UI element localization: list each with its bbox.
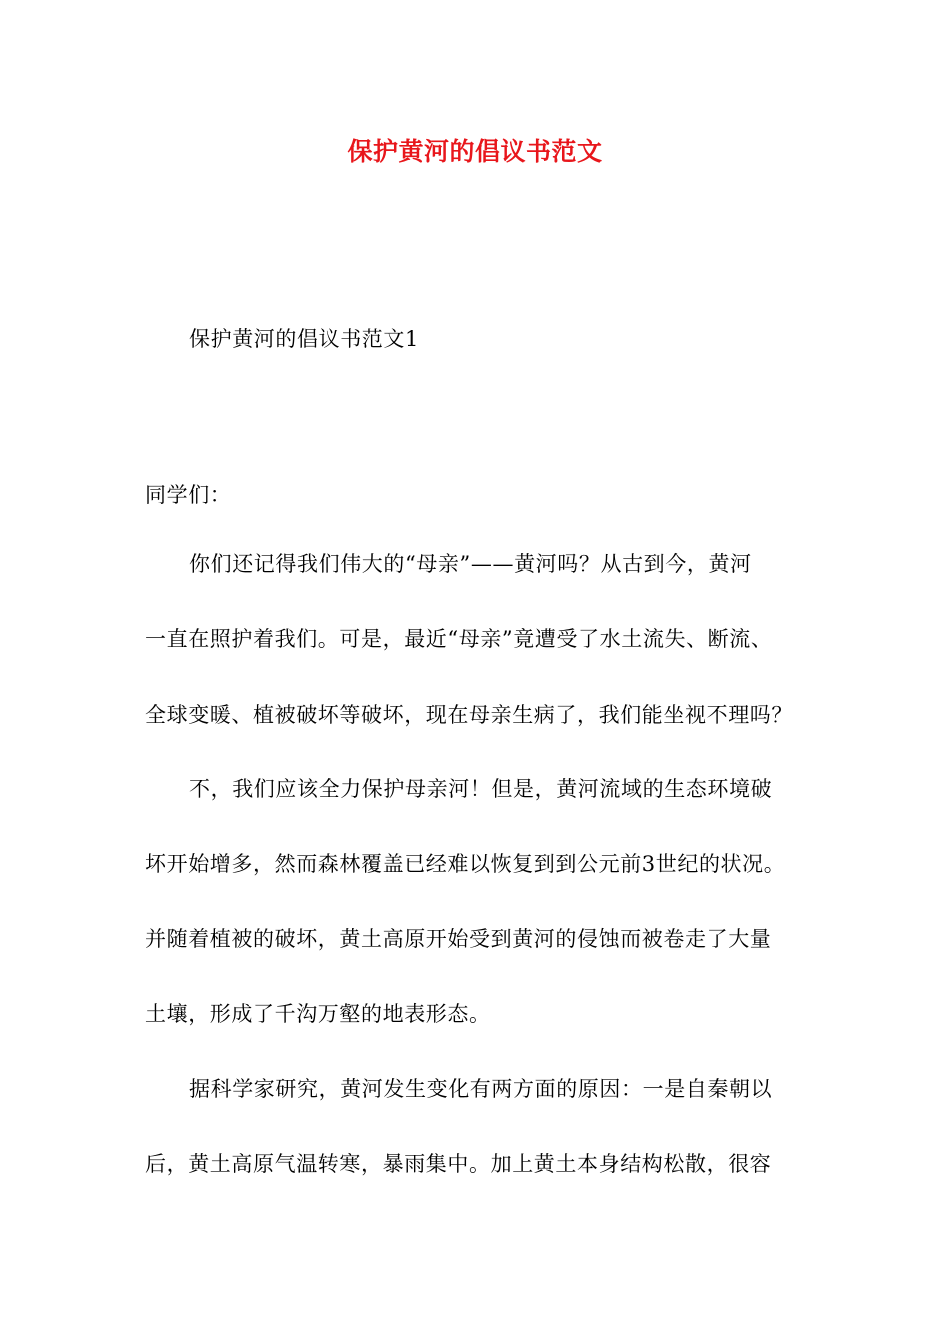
document-title: 保护黄河的倡议书范文 [347,137,603,166]
paragraph-line: 一直在照护着我们。可是，最近“母亲”竟遭受了水土流失、断流、 [145,627,773,651]
paragraph-line: 土壤，形成了千沟万壑的地表形态。 [145,1002,491,1026]
paragraph-line: 不，我们应该全力保护母亲河！但是，黄河流域的生态环境破 [189,777,773,801]
paragraph-line: 后，黄土高原气温转寒，暴雨集中。加上黄土本身结构松散，很容 [145,1152,772,1176]
greeting: 同学们： [145,483,232,507]
paragraph-line: 全球变暖、植被破坏等破坏，现在母亲生病了，我们能坐视不理吗？ [145,703,793,727]
paragraph-line: 据科学家研究，黄河发生变化有两方面的原因：一是自秦朝以 [189,1077,773,1101]
paragraph-line: 坏开始增多，然而森林覆盖已经难以恢复到到公元前3世纪的状况。 [145,852,786,876]
paragraph-line: 你们还记得我们伟大的“母亲”——黄河吗？从古到今，黄河 [189,552,752,576]
paragraph-line: 并随着植被的破坏，黄土高原开始受到黄河的侵蚀而被卷走了大量 [145,927,772,951]
section-heading: 保护黄河的倡议书范文1 [189,327,419,351]
